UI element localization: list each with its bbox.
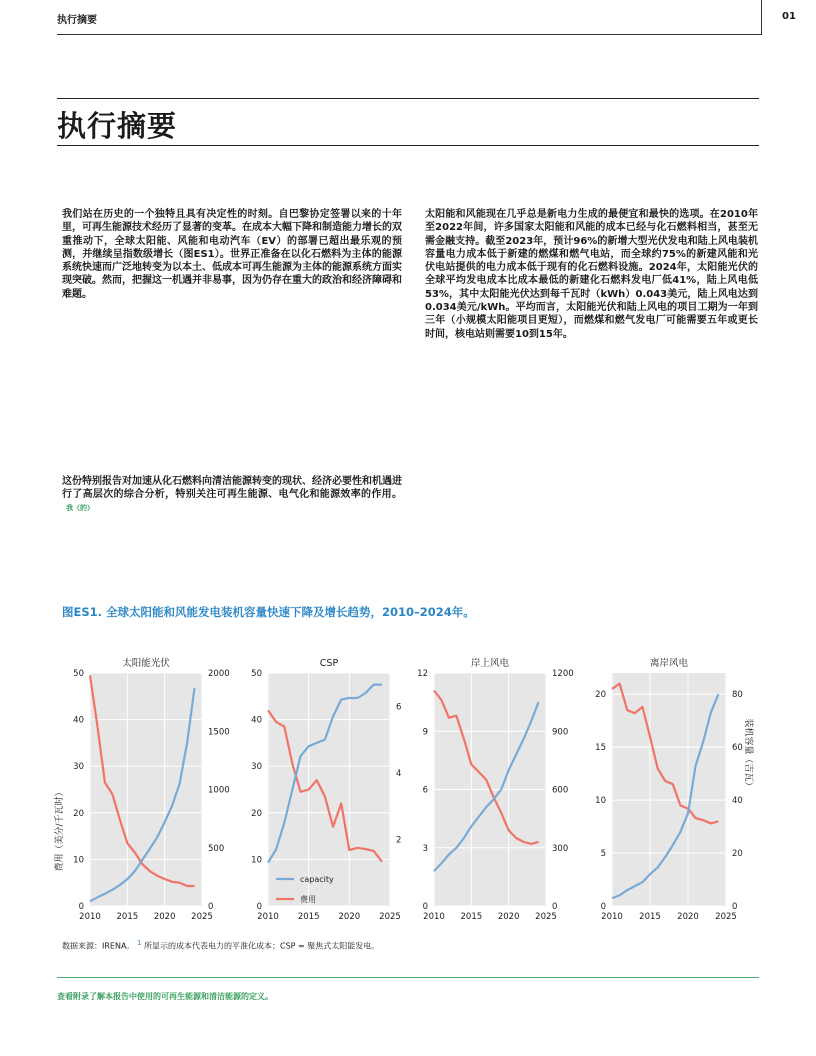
right-tick-label: 60 <box>732 743 743 754</box>
title-bottom-rule <box>57 145 759 146</box>
x-tick-label: 2010 <box>257 912 279 922</box>
right-tick-label: 500 <box>208 843 225 854</box>
left-tick-label: 50 <box>251 669 262 679</box>
left-tick-label: 15 <box>595 743 606 754</box>
right-tick-label: 80 <box>732 690 743 701</box>
right-tick-label: 40 <box>732 796 743 807</box>
cost-paragraph <box>425 208 758 341</box>
x-tick-label: 2025 <box>715 912 737 922</box>
chart-title-offshore: 离岸风电 <box>649 658 689 669</box>
source-footnote-marker: 1 <box>136 939 142 947</box>
x-tick-label: 2020 <box>677 912 699 922</box>
chart-title-pv: 太阳能光伏 <box>122 658 170 669</box>
source-label: 数据来源：IRENA。 <box>62 941 135 951</box>
left-tick-label: 10 <box>595 796 606 807</box>
left-tick-label: 20 <box>73 808 84 819</box>
right-tick-label: 20 <box>732 849 743 860</box>
right-tick-label: 900 <box>552 727 569 738</box>
figure-title: 图ES1. 全球太阳能和风能发电装机容量快速下降及增长趋势，2010–2024年。 <box>62 605 475 619</box>
right-tick-label: 1000 <box>208 785 230 796</box>
page-title: 执行摘要 <box>57 109 178 143</box>
report-scope-paragraph <box>62 475 402 515</box>
report-scope-text: 这份特别报告对加速从化石燃料向清洁能源转变的现状、经济必要性和机遇进行了高层次的综合分析，特别关注可再生能源、电气化和能源效率的作用。 <box>62 476 402 501</box>
left-tick-label: 6 <box>422 785 428 796</box>
left-axis-title: 费用（美分/千瓦时） <box>55 787 65 872</box>
x-tick-label: 2015 <box>116 912 139 922</box>
x-tick-label: 2025 <box>379 912 401 922</box>
chart-title-csp: CSP <box>319 658 339 669</box>
right-tick-label: 4 <box>396 768 402 779</box>
legend-label-capacity: capacity <box>300 875 334 884</box>
left-tick-label: 9 <box>422 727 428 738</box>
footnote-reference[interactable]: 我（的） <box>66 503 94 512</box>
left-tick-label: 10 <box>251 855 262 866</box>
x-tick-label: 2010 <box>601 912 623 922</box>
header-section-title: 执行摘要 <box>57 15 97 26</box>
x-tick-label: 2020 <box>338 912 361 922</box>
plot-area-csp <box>268 673 390 906</box>
x-tick-label: 2015 <box>460 912 483 922</box>
x-tick-label: 2015 <box>639 912 661 922</box>
footer-note[interactable]: 查看附录了解本报告中使用的可再生能源和清洁能源的定义。 <box>57 992 273 1001</box>
left-tick-label: 12 <box>417 669 428 679</box>
page-number: 01 <box>782 11 796 22</box>
plot-area-offshore <box>612 673 726 906</box>
right-tick-label: 2 <box>396 835 402 846</box>
x-tick-label: 2010 <box>79 912 101 922</box>
right-tick-label: 0 <box>732 902 738 912</box>
right-tick-label: 6 <box>396 702 402 713</box>
right-tick-label: 1500 <box>208 727 230 738</box>
left-tick-label: 0 <box>422 902 428 912</box>
left-tick-label: 5 <box>600 849 606 860</box>
header-rule <box>57 34 761 35</box>
left-tick-label: 20 <box>595 690 606 701</box>
left-tick-label: 40 <box>251 715 262 726</box>
x-tick-label: 2025 <box>191 912 213 922</box>
left-tick-label: 3 <box>422 843 428 854</box>
right-tick-label: 1200 <box>552 669 574 679</box>
figure-es1-charts <box>0 650 816 930</box>
legend-label-cost: 费用 <box>300 895 316 904</box>
footer-rule <box>57 977 759 978</box>
x-tick-label: 2015 <box>297 912 320 922</box>
left-tick-label: 20 <box>251 808 262 819</box>
left-tick-label: 30 <box>73 762 84 773</box>
x-tick-label: 2020 <box>153 912 176 922</box>
title-top-rule <box>57 98 759 99</box>
left-tick-label: 0 <box>600 902 606 912</box>
intro-paragraph <box>62 208 402 301</box>
right-tick-label: 0 <box>552 902 558 912</box>
x-tick-label: 2020 <box>497 912 520 922</box>
left-tick-label: 50 <box>73 669 84 679</box>
right-tick-label: 600 <box>552 785 569 796</box>
plot-area-pv <box>90 673 202 906</box>
cost-text: 太阳能和风能现在几乎总是新电力生成的最便宜和最快的选项。在2010年至2022年间，许多国家太阳能和风能的成本已经与化石燃料相当，甚至无需金融支持。截至2023年，预计96%的新增大型光伏发电和陆上风电装机容量电力成本低于新建的燃煤和燃气电站，而全球约75%的新建风能和光伏电站提供的电力成本低于现有的化石燃料设施。2024年，太阳能光伏的全球平均发电成本比成本最低的新建化石燃料发电厂低41%，陆上风电低53%，其中太阳能光伏达到每千瓦时（kWh）0.043美元，陆上风电达到0.034美元/kWh。平均而言，太阳能光伏和陆上风电的项目工期为一年到三年（小规模太阳能项目更短），而燃煤和燃气发电厂可能需要五年或更长时间，核电站则需要10到15年。 <box>425 209 758 340</box>
source-note: 所显示的成本代表电力的平准化成本；CSP = 聚焦式太阳能发电。 <box>144 941 380 951</box>
right-axis-title: 装机容量（吉瓦） <box>743 718 753 791</box>
right-tick-label: 2000 <box>208 669 230 679</box>
left-tick-label: 0 <box>256 902 262 912</box>
intro-text: 我们站在历史的一个独特且具有决定性的时刻。自巴黎协定签署以来的十年里，可再生能源技术经历了显著的变革。在成本大幅下降和制造能力增长的双重推动下，全球太阳能、风能和电动汽车（EV）的部署已超出最乐观的预测，并继续呈指数级增长（图ES1）。世界正准备在以化石燃料为主体的能源系统快速而广泛地转变为以本土、低成本可再生能源为主体的能源系统方面实现突破。然而，把握这一机遇并非易事，因为仍存在重大的政治和经济障碍和难题。 <box>62 209 402 300</box>
left-tick-label: 0 <box>78 902 84 912</box>
x-tick-label: 2010 <box>423 912 445 922</box>
left-tick-label: 40 <box>73 715 84 726</box>
x-tick-label: 2025 <box>535 912 557 922</box>
chart-title-onshore: 岸上风电 <box>470 658 510 669</box>
right-tick-label: 0 <box>208 902 214 912</box>
right-tick-label: 300 <box>552 843 569 854</box>
left-tick-label: 30 <box>251 762 262 773</box>
figure-source <box>62 939 379 952</box>
left-tick-label: 10 <box>73 855 84 866</box>
